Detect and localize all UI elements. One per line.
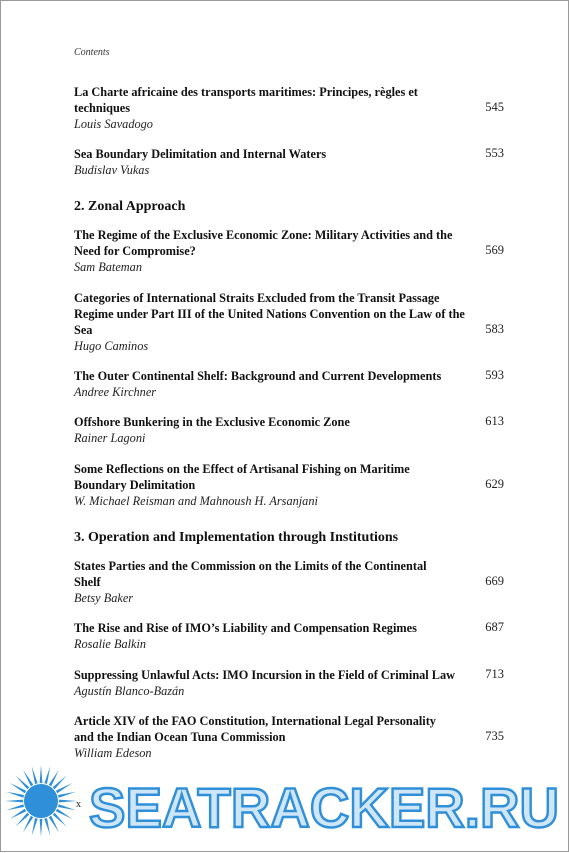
toc-entry xyxy=(74,461,504,509)
sun-ray xyxy=(32,766,38,784)
watermark-logo xyxy=(1,765,569,853)
page-marker: x xyxy=(76,799,81,810)
entry-author: Andree Kirchner xyxy=(74,385,157,399)
sun-ray xyxy=(32,818,38,836)
toc-entry xyxy=(74,368,504,400)
entry-author: Agustín Blanco-Bazán xyxy=(74,684,185,698)
entry-author: William Edeson xyxy=(74,746,152,760)
sun-ray xyxy=(58,804,76,810)
sun-ray xyxy=(40,819,43,837)
sun-ray xyxy=(44,766,50,784)
sun-ray xyxy=(44,818,50,836)
entry-title: Categories of International Straits Excluded from the Transit Passage Regime under Part III of the United Nations Convention on the Law of the Sea xyxy=(74,291,465,337)
entry-author: Rainer Lagoni xyxy=(74,431,146,445)
sun-burst-icon xyxy=(5,765,77,837)
section-heading: 3. Operation and Implementation through Institutions xyxy=(74,530,399,545)
entry-page: 545 xyxy=(485,100,504,114)
entry-author: Louis Savadogo xyxy=(74,117,153,131)
entry-title: La Charte africaine des transports maritimes: Principes, règles et techniques xyxy=(74,85,418,115)
entry-author: Sam Bateman xyxy=(74,260,142,274)
running-head: Contents xyxy=(74,47,110,58)
entry-title: Sea Boundary Delimitation and Internal Waters xyxy=(74,147,327,161)
entry-page: 629 xyxy=(485,477,504,491)
sun-ray xyxy=(59,800,77,803)
entry-author: W. Michael Reisman and Mahnoush H. Arsanjani xyxy=(74,494,318,508)
toc-entry xyxy=(74,667,504,699)
entry-page: 713 xyxy=(485,667,504,681)
toc-entry xyxy=(74,713,504,761)
entry-page: 593 xyxy=(485,368,504,382)
toc-entry xyxy=(74,146,504,178)
sun-ray xyxy=(58,792,76,798)
entry-page: 553 xyxy=(485,146,504,160)
entry-title: Suppressing Unlawful Acts: IMO Incursion in the Field of Criminal Law xyxy=(74,668,456,682)
entry-title: The Rise and Rise of IMO’s Liability and Compensation Regimes xyxy=(74,621,417,635)
entry-page: 735 xyxy=(485,729,504,743)
toc-entry xyxy=(74,84,504,132)
entry-page: 613 xyxy=(485,414,504,428)
entry-page: 569 xyxy=(485,243,504,257)
sun-ray xyxy=(40,765,43,783)
entry-title: The Regime of the Exclusive Economic Zone: Military Activities and the Need for Compromise? xyxy=(74,228,453,258)
sun-ray xyxy=(6,804,24,810)
sun-ray xyxy=(5,800,23,803)
section-heading: 2. Zonal Approach xyxy=(74,199,186,214)
entry-author: Budislav Vukas xyxy=(74,163,150,177)
entry-page: 583 xyxy=(485,322,504,336)
entry-title: The Outer Continental Shelf: Background and Current Developments xyxy=(74,369,442,383)
entry-author: Rosalie Balkin xyxy=(74,637,147,651)
toc-entry xyxy=(74,620,504,652)
entry-author: Hugo Caminos xyxy=(74,339,149,353)
toc-entry xyxy=(74,558,504,606)
entry-title: Offshore Bunkering in the Exclusive Economic Zone xyxy=(74,415,350,429)
toc-entry xyxy=(74,290,504,354)
sun-ray xyxy=(6,792,24,798)
entry-title: States Parties and the Commission on the Limits of the Continental Shelf xyxy=(74,559,427,589)
toc-entry xyxy=(74,414,504,446)
toc-entry xyxy=(74,227,504,275)
entry-page: 669 xyxy=(485,574,504,588)
watermark-text: SEATRACKER.RU xyxy=(89,776,559,839)
entry-title: Article XIV of the FAO Constitution, International Legal Personality and the Indian Ocean Tuna Commission xyxy=(74,714,436,744)
entry-page: 687 xyxy=(485,620,504,634)
entry-title: Some Reflections on the Effect of Artisanal Fishing on Maritime Boundary Delimitation xyxy=(74,462,410,492)
entry-author: Betsy Baker xyxy=(74,591,134,605)
